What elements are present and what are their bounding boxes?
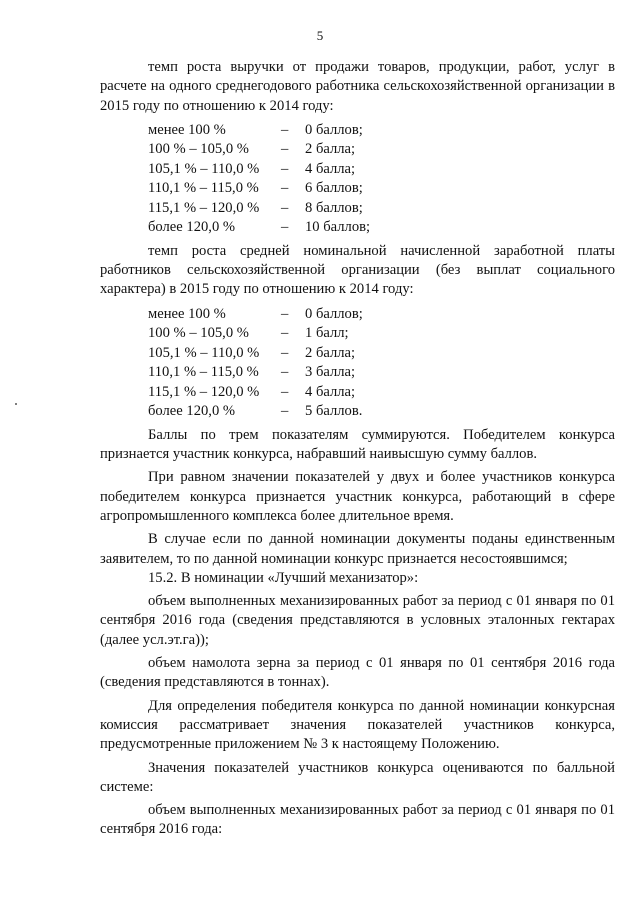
scale-row bbox=[148, 324, 615, 344]
scale-dash: – bbox=[281, 403, 289, 420]
scan-speck bbox=[15, 403, 17, 405]
scale-points: 3 балла; bbox=[305, 364, 356, 381]
scale-points: 5 баллов. bbox=[305, 403, 363, 420]
scale-dash: – bbox=[281, 219, 289, 236]
scale-row bbox=[148, 344, 615, 364]
scale-dash: – bbox=[281, 364, 289, 381]
tie-break-paragraph: При равном значении показателей у двух и более участников конкурса победителем конкурса признается участник конкурса, работающий в сфере агропромышленного комплекса более длительное время. bbox=[100, 469, 615, 524]
scale-range: 110,1 % – 115,0 % bbox=[148, 364, 259, 381]
revenue-scale-list bbox=[148, 121, 615, 238]
scale-range: менее 100 % bbox=[148, 305, 226, 322]
scale-points: 0 баллов; bbox=[305, 121, 363, 138]
scale-points: 2 балла; bbox=[305, 344, 356, 361]
scale-dash: – bbox=[281, 199, 289, 216]
scale-points: 8 баллов; bbox=[305, 199, 363, 216]
scale-row bbox=[148, 383, 615, 403]
scale-range: 110,1 % – 115,0 % bbox=[148, 180, 259, 197]
points-summation-paragraph: Баллы по трем показателям суммируются. Победителем конкурса признается участник конкурса, набравший наивысшую сумму баллов. bbox=[100, 426, 615, 463]
scale-range: более 120,0 % bbox=[148, 403, 236, 420]
scale-row bbox=[148, 402, 615, 422]
scale-range: 100 % – 105,0 % bbox=[148, 141, 249, 158]
scale-dash: – bbox=[281, 325, 289, 342]
scale-dash: – bbox=[281, 180, 289, 197]
scale-points: 10 баллов; bbox=[305, 219, 371, 236]
page-number: 5 bbox=[316, 28, 324, 43]
section-15-2-heading: 15.2. В номинации «Лучший механизатор»: bbox=[148, 569, 419, 586]
scale-dash: – bbox=[281, 383, 289, 400]
scale-points: 0 баллов; bbox=[305, 305, 363, 322]
scale-range: 100 % – 105,0 % bbox=[148, 325, 249, 342]
scale-row bbox=[148, 218, 615, 238]
salary-scale-list bbox=[148, 305, 615, 422]
scale-points: 4 балла; bbox=[305, 383, 356, 400]
scale-dash: – bbox=[281, 305, 289, 322]
scale-range: более 120,0 % bbox=[148, 219, 236, 236]
scale-range: 105,1 % – 110,0 % bbox=[148, 160, 260, 177]
scale-points: 6 баллов; bbox=[305, 180, 363, 197]
point-system-paragraph: Значения показателей участников конкурса оцениваются по балльной системе: bbox=[100, 759, 615, 795]
scale-row bbox=[148, 140, 615, 160]
commission-review-paragraph: Для определения победителя конкурса по данной номинации конкурсная комиссия рассматривает значения показателей участников конкурса, предусмотренные приложением № 3 к настоящему Положению. bbox=[100, 697, 615, 753]
scale-points: 2 балла; bbox=[305, 141, 356, 158]
revenue-growth-criterion: темп роста выручки от продажи товаров, продукции, работ, услуг в расчете на одного среднегодового работника сельскохозяйственной организации в 2015 году по отношению к 2014 году: bbox=[100, 59, 615, 114]
grain-threshing-indicator: объем намолота зерна за период с 01 января по 01 сентября 2016 года (сведения представляются в тоннах). bbox=[100, 655, 615, 691]
scale-dash: – bbox=[281, 344, 289, 361]
salary-growth-criterion: темп роста средней номинальной начисленной заработной платы работников сельскохозяйственной организации (без выплат социального характера) в 2015 году по отношению к 2014 году: bbox=[100, 242, 615, 298]
scale-range: 105,1 % – 110,0 % bbox=[148, 344, 260, 361]
scale-row bbox=[148, 305, 615, 325]
scale-dash: – bbox=[281, 141, 289, 158]
scale-dash: – bbox=[281, 160, 289, 177]
mechanized-works-scale-intro: объем выполненных механизированных работ за период с 01 января по 01 сентября 2016 года: bbox=[100, 802, 615, 838]
mechanized-works-indicator: объем выполненных механизированных работ за период с 01 января по 01 сентября 2016 года (сведения представляются в условных эталонных гектарах (далее усл.эт.га)); bbox=[100, 593, 615, 648]
scale-range: 115,1 % – 120,0 % bbox=[148, 199, 260, 216]
document-body bbox=[100, 58, 615, 840]
scale-row bbox=[148, 363, 615, 383]
scale-row bbox=[148, 121, 615, 141]
scale-row bbox=[148, 160, 615, 180]
scale-range: менее 100 % bbox=[148, 121, 226, 138]
scale-dash: – bbox=[281, 121, 289, 138]
scale-row bbox=[148, 179, 615, 199]
scale-row bbox=[148, 199, 615, 219]
single-applicant-paragraph: В случае если по данной номинации документы поданы единственным заявителем, то по данной номинации конкурс признается несостоявшимся; bbox=[100, 531, 615, 567]
scale-points: 4 балла; bbox=[305, 160, 356, 177]
scale-range: 115,1 % – 120,0 % bbox=[148, 383, 260, 400]
scale-points: 1 балл; bbox=[305, 325, 349, 342]
